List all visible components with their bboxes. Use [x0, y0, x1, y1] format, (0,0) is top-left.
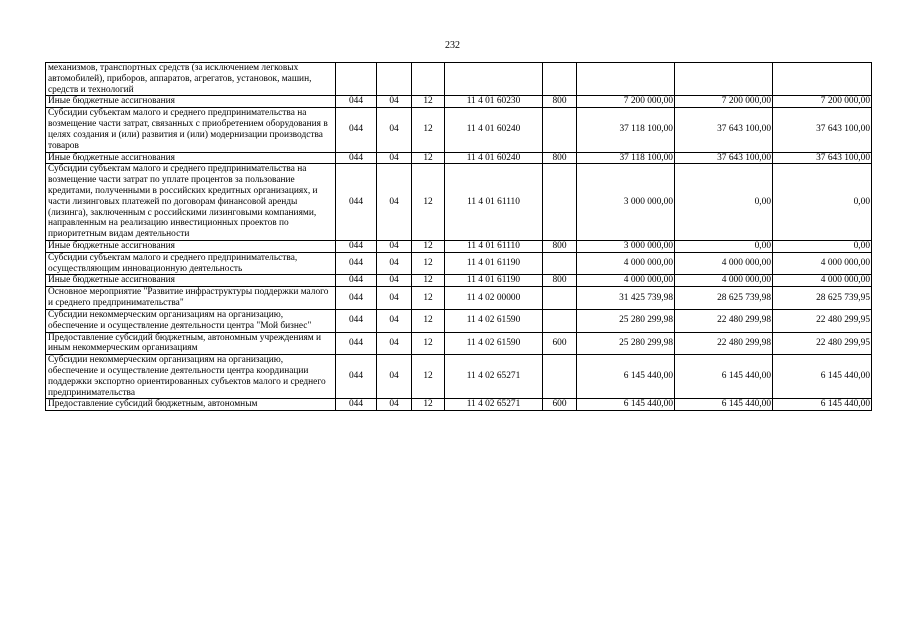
section-code: 04 — [377, 241, 412, 253]
amount-year-2: 28 625 739,98 — [675, 287, 773, 310]
expense-type-code — [543, 309, 577, 332]
row-name: Предоставление субсидий бюджетным, автономным учреждениям и иным некоммерческим организациям — [46, 332, 336, 355]
amount-year-1: 6 145 440,00 — [577, 399, 675, 411]
amount-year-3: 28 625 739,95 — [773, 287, 872, 310]
table-row — [46, 287, 872, 310]
amount-year-1: 4 000 000,00 — [577, 252, 675, 275]
amount-year-2 — [675, 63, 773, 96]
subsection-code: 12 — [412, 275, 445, 287]
amount-year-3: 7 200 000,00 — [773, 96, 872, 108]
target-article-code: 11 4 01 60240 — [445, 108, 543, 152]
amount-year-1: 37 118 100,00 — [577, 108, 675, 152]
subsection-code: 12 — [412, 309, 445, 332]
row-name: механизмов, транспортных средств (за исключением легковых автомобилей), приборов, аппаратов, агрегатов, установок, машин, средств и технологий — [46, 63, 336, 96]
section-code: 04 — [377, 96, 412, 108]
section-code: 04 — [377, 355, 412, 399]
section-code: 04 — [377, 399, 412, 411]
target-article-code: 11 4 01 61110 — [445, 164, 543, 241]
expense-type-code: 600 — [543, 399, 577, 411]
ministry-code: 044 — [336, 275, 377, 287]
page-number: 232 — [445, 40, 460, 51]
target-article-code: 11 4 01 60240 — [445, 152, 543, 164]
section-code: 04 — [377, 252, 412, 275]
row-name: Субсидии субъектам малого и среднего предпринимательства на возмещение части затрат по уплате процентов за пользование кредитами, полученными в российских кредитных организациях, и части лизинговых платежей по договорам финансовой аренды (лизинга), заключенным с российскими лизинговыми компаниями, направленным на реализацию инвестиционных проектов по приоритетным видам деятельности — [46, 164, 336, 241]
amount-year-1: 25 280 299,98 — [577, 332, 675, 355]
section-code: 04 — [377, 108, 412, 152]
amount-year-2: 6 145 440,00 — [675, 399, 773, 411]
amount-year-2: 4 000 000,00 — [675, 275, 773, 287]
ministry-code: 044 — [336, 355, 377, 399]
amount-year-1: 37 118 100,00 — [577, 152, 675, 164]
target-article-code: 11 4 01 61190 — [445, 252, 543, 275]
target-article-code: 11 4 01 61190 — [445, 275, 543, 287]
row-name: Иные бюджетные ассигнования — [46, 96, 336, 108]
subsection-code: 12 — [412, 241, 445, 253]
target-article-code: 11 4 02 61590 — [445, 332, 543, 355]
amount-year-3: 6 145 440,00 — [773, 399, 872, 411]
table-row — [46, 399, 872, 411]
expense-type-code — [543, 108, 577, 152]
row-name: Иные бюджетные ассигнования — [46, 152, 336, 164]
amount-year-3: 0,00 — [773, 164, 872, 241]
subsection-code: 12 — [412, 355, 445, 399]
subsection-code: 12 — [412, 108, 445, 152]
subsection-code: 12 — [412, 332, 445, 355]
ministry-code: 044 — [336, 108, 377, 152]
amount-year-2: 4 000 000,00 — [675, 252, 773, 275]
section-code — [377, 63, 412, 96]
amount-year-1: 3 000 000,00 — [577, 241, 675, 253]
row-name: Субсидии субъектам малого и среднего предпринимательства, осуществляющим инновационную деятельность — [46, 252, 336, 275]
table-row — [46, 108, 872, 152]
ministry-code: 044 — [336, 287, 377, 310]
amount-year-3: 22 480 299,95 — [773, 309, 872, 332]
target-article-code: 11 4 02 61590 — [445, 309, 543, 332]
amount-year-2: 0,00 — [675, 241, 773, 253]
section-code: 04 — [377, 275, 412, 287]
target-article-code: 11 4 02 65271 — [445, 355, 543, 399]
amount-year-3: 37 643 100,00 — [773, 152, 872, 164]
ministry-code: 044 — [336, 164, 377, 241]
amount-year-3: 22 480 299,95 — [773, 332, 872, 355]
target-article-code: 11 4 01 60230 — [445, 96, 543, 108]
section-code: 04 — [377, 332, 412, 355]
row-name: Субсидии субъектам малого и среднего предпринимательства на возмещение части затрат, связанных с приобретением оборудования в целях создания и (или) развития и (или) модернизации производства товаров — [46, 108, 336, 152]
expense-type-code — [543, 355, 577, 399]
amount-year-2: 22 480 299,98 — [675, 332, 773, 355]
table-row — [46, 164, 872, 241]
row-name: Предоставление субсидий бюджетным, автономным — [46, 399, 336, 411]
amount-year-1: 3 000 000,00 — [577, 164, 675, 241]
budget-table — [45, 62, 872, 411]
subsection-code: 12 — [412, 252, 445, 275]
amount-year-3: 37 643 100,00 — [773, 108, 872, 152]
amount-year-2: 6 145 440,00 — [675, 355, 773, 399]
ministry-code: 044 — [336, 96, 377, 108]
subsection-code: 12 — [412, 152, 445, 164]
ministry-code — [336, 63, 377, 96]
expense-type-code — [543, 63, 577, 96]
amount-year-2: 37 643 100,00 — [675, 152, 773, 164]
section-code: 04 — [377, 287, 412, 310]
subsection-code — [412, 63, 445, 96]
subsection-code: 12 — [412, 96, 445, 108]
table-row — [46, 152, 872, 164]
amount-year-1 — [577, 63, 675, 96]
target-article-code: 11 4 02 00000 — [445, 287, 543, 310]
table-row — [46, 355, 872, 399]
expense-type-code: 800 — [543, 275, 577, 287]
amount-year-1: 31 425 739,98 — [577, 287, 675, 310]
row-name: Иные бюджетные ассигнования — [46, 241, 336, 253]
row-name: Субсидии некоммерческим организациям на организацию, обеспечение и осуществление деятельности центра координации поддержки экспортно ориентированных субъектов малого и среднего предпринимательства — [46, 355, 336, 399]
table-row — [46, 252, 872, 275]
subsection-code: 12 — [412, 399, 445, 411]
amount-year-1: 7 200 000,00 — [577, 96, 675, 108]
amount-year-1: 25 280 299,98 — [577, 309, 675, 332]
table-row — [46, 275, 872, 287]
ministry-code: 044 — [336, 399, 377, 411]
target-article-code: 11 4 01 61110 — [445, 241, 543, 253]
subsection-code: 12 — [412, 164, 445, 241]
row-name: Основное мероприятие "Развитие инфраструктуры поддержки малого и среднего предпринимательства" — [46, 287, 336, 310]
expense-type-code — [543, 164, 577, 241]
amount-year-2: 37 643 100,00 — [675, 108, 773, 152]
amount-year-3: 6 145 440,00 — [773, 355, 872, 399]
target-article-code — [445, 63, 543, 96]
row-name: Иные бюджетные ассигнования — [46, 275, 336, 287]
amount-year-2: 22 480 299,98 — [675, 309, 773, 332]
target-article-code: 11 4 02 65271 — [445, 399, 543, 411]
row-name: Субсидии некоммерческим организациям на организацию, обеспечение и осуществление деятельности центра "Мой бизнес" — [46, 309, 336, 332]
amount-year-2: 0,00 — [675, 164, 773, 241]
ministry-code: 044 — [336, 252, 377, 275]
section-code: 04 — [377, 164, 412, 241]
amount-year-1: 6 145 440,00 — [577, 355, 675, 399]
section-code: 04 — [377, 152, 412, 164]
table-row — [46, 63, 872, 96]
subsection-code: 12 — [412, 287, 445, 310]
expense-type-code: 800 — [543, 241, 577, 253]
table-row — [46, 332, 872, 355]
expense-type-code — [543, 287, 577, 310]
table-row — [46, 241, 872, 253]
amount-year-2: 7 200 000,00 — [675, 96, 773, 108]
expense-type-code — [543, 252, 577, 275]
amount-year-3: 4 000 000,00 — [773, 252, 872, 275]
amount-year-1: 4 000 000,00 — [577, 275, 675, 287]
amount-year-3: 0,00 — [773, 241, 872, 253]
table-row — [46, 309, 872, 332]
amount-year-3 — [773, 63, 872, 96]
ministry-code: 044 — [336, 241, 377, 253]
expense-type-code: 600 — [543, 332, 577, 355]
ministry-code: 044 — [336, 332, 377, 355]
section-code: 04 — [377, 309, 412, 332]
amount-year-3: 4 000 000,00 — [773, 275, 872, 287]
expense-type-code: 800 — [543, 152, 577, 164]
ministry-code: 044 — [336, 152, 377, 164]
table-row — [46, 96, 872, 108]
expense-type-code: 800 — [543, 96, 577, 108]
ministry-code: 044 — [336, 309, 377, 332]
